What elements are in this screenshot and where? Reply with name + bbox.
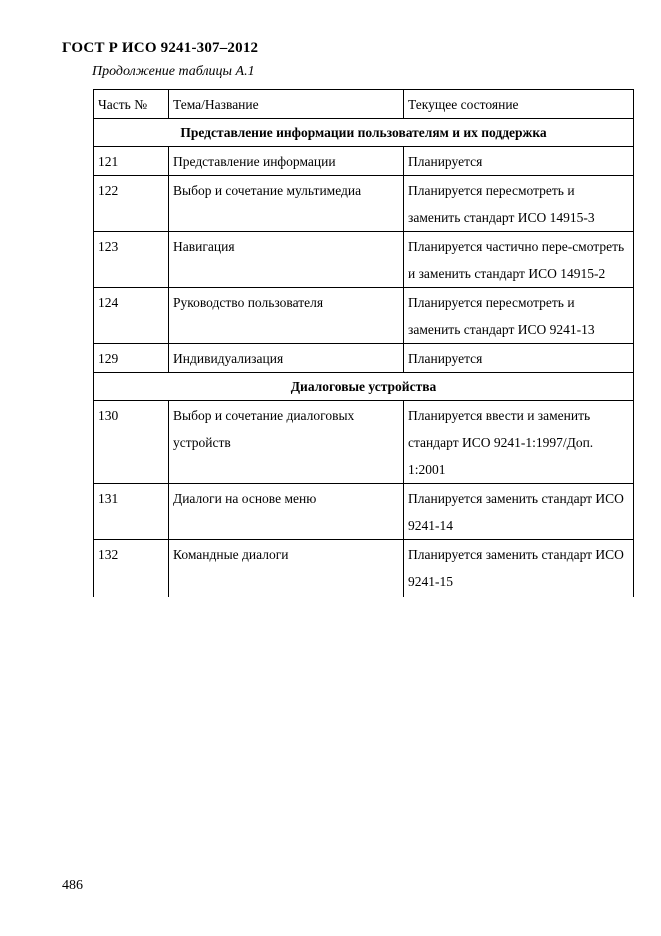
part-cell: 129 <box>94 344 169 373</box>
topic-cell: Выбор и сочетание мультимедиа <box>169 176 404 232</box>
section-row <box>94 119 634 147</box>
table-row <box>94 147 634 176</box>
topic-cell: Выбор и сочетание диалоговых устройств <box>169 401 404 484</box>
table-caption: Продолжение таблицы А.1 <box>92 64 255 79</box>
table-row <box>94 232 634 288</box>
part-cell: 132 <box>94 540 169 598</box>
page-number: 486 <box>62 878 83 893</box>
document-header: ГОСТ Р ИСО 9241-307–2012 <box>62 40 259 56</box>
table-row <box>94 344 634 373</box>
standards-table <box>93 89 634 597</box>
part-cell: 131 <box>94 484 169 540</box>
part-cell: 121 <box>94 147 169 176</box>
status-cell: Планируется пересмотреть и заменить стандарт ИСО 14915-3 <box>404 176 634 232</box>
part-cell: 123 <box>94 232 169 288</box>
column-header-topic: Тема/Название <box>169 90 404 119</box>
table-row <box>94 540 634 598</box>
topic-cell: Диалоги на основе меню <box>169 484 404 540</box>
table-row <box>94 484 634 540</box>
status-cell: Планируется <box>404 147 634 176</box>
topic-cell: Командные диалоги <box>169 540 404 598</box>
part-cell: 124 <box>94 288 169 344</box>
status-cell: Планируется ввести и заменить стандарт ИСО 9241-1:1997/Доп. 1:2001 <box>404 401 634 484</box>
topic-cell: Индивидуализация <box>169 344 404 373</box>
table-row <box>94 401 634 484</box>
topic-cell: Руководство пользователя <box>169 288 404 344</box>
part-cell: 122 <box>94 176 169 232</box>
table-row <box>94 176 634 232</box>
section-row <box>94 373 634 401</box>
section-title: Диалоговые устройства <box>94 373 634 401</box>
status-cell: Планируется заменить стандарт ИСО 9241-15 <box>404 540 634 598</box>
topic-cell: Представление информации <box>169 147 404 176</box>
topic-cell: Навигация <box>169 232 404 288</box>
status-cell: Планируется заменить стандарт ИСО 9241-14 <box>404 484 634 540</box>
section-title: Представление информации пользователям и их поддержка <box>94 119 634 147</box>
status-cell: Планируется частично пере-смотреть и заменить стандарт ИСО 14915-2 <box>404 232 634 288</box>
table-header-row <box>94 90 634 119</box>
column-header-part: Часть № <box>94 90 169 119</box>
part-cell: 130 <box>94 401 169 484</box>
status-cell: Планируется пересмотреть и заменить стандарт ИСО 9241-13 <box>404 288 634 344</box>
column-header-status: Текущее состояние <box>404 90 634 119</box>
table-row <box>94 288 634 344</box>
status-cell: Планируется <box>404 344 634 373</box>
